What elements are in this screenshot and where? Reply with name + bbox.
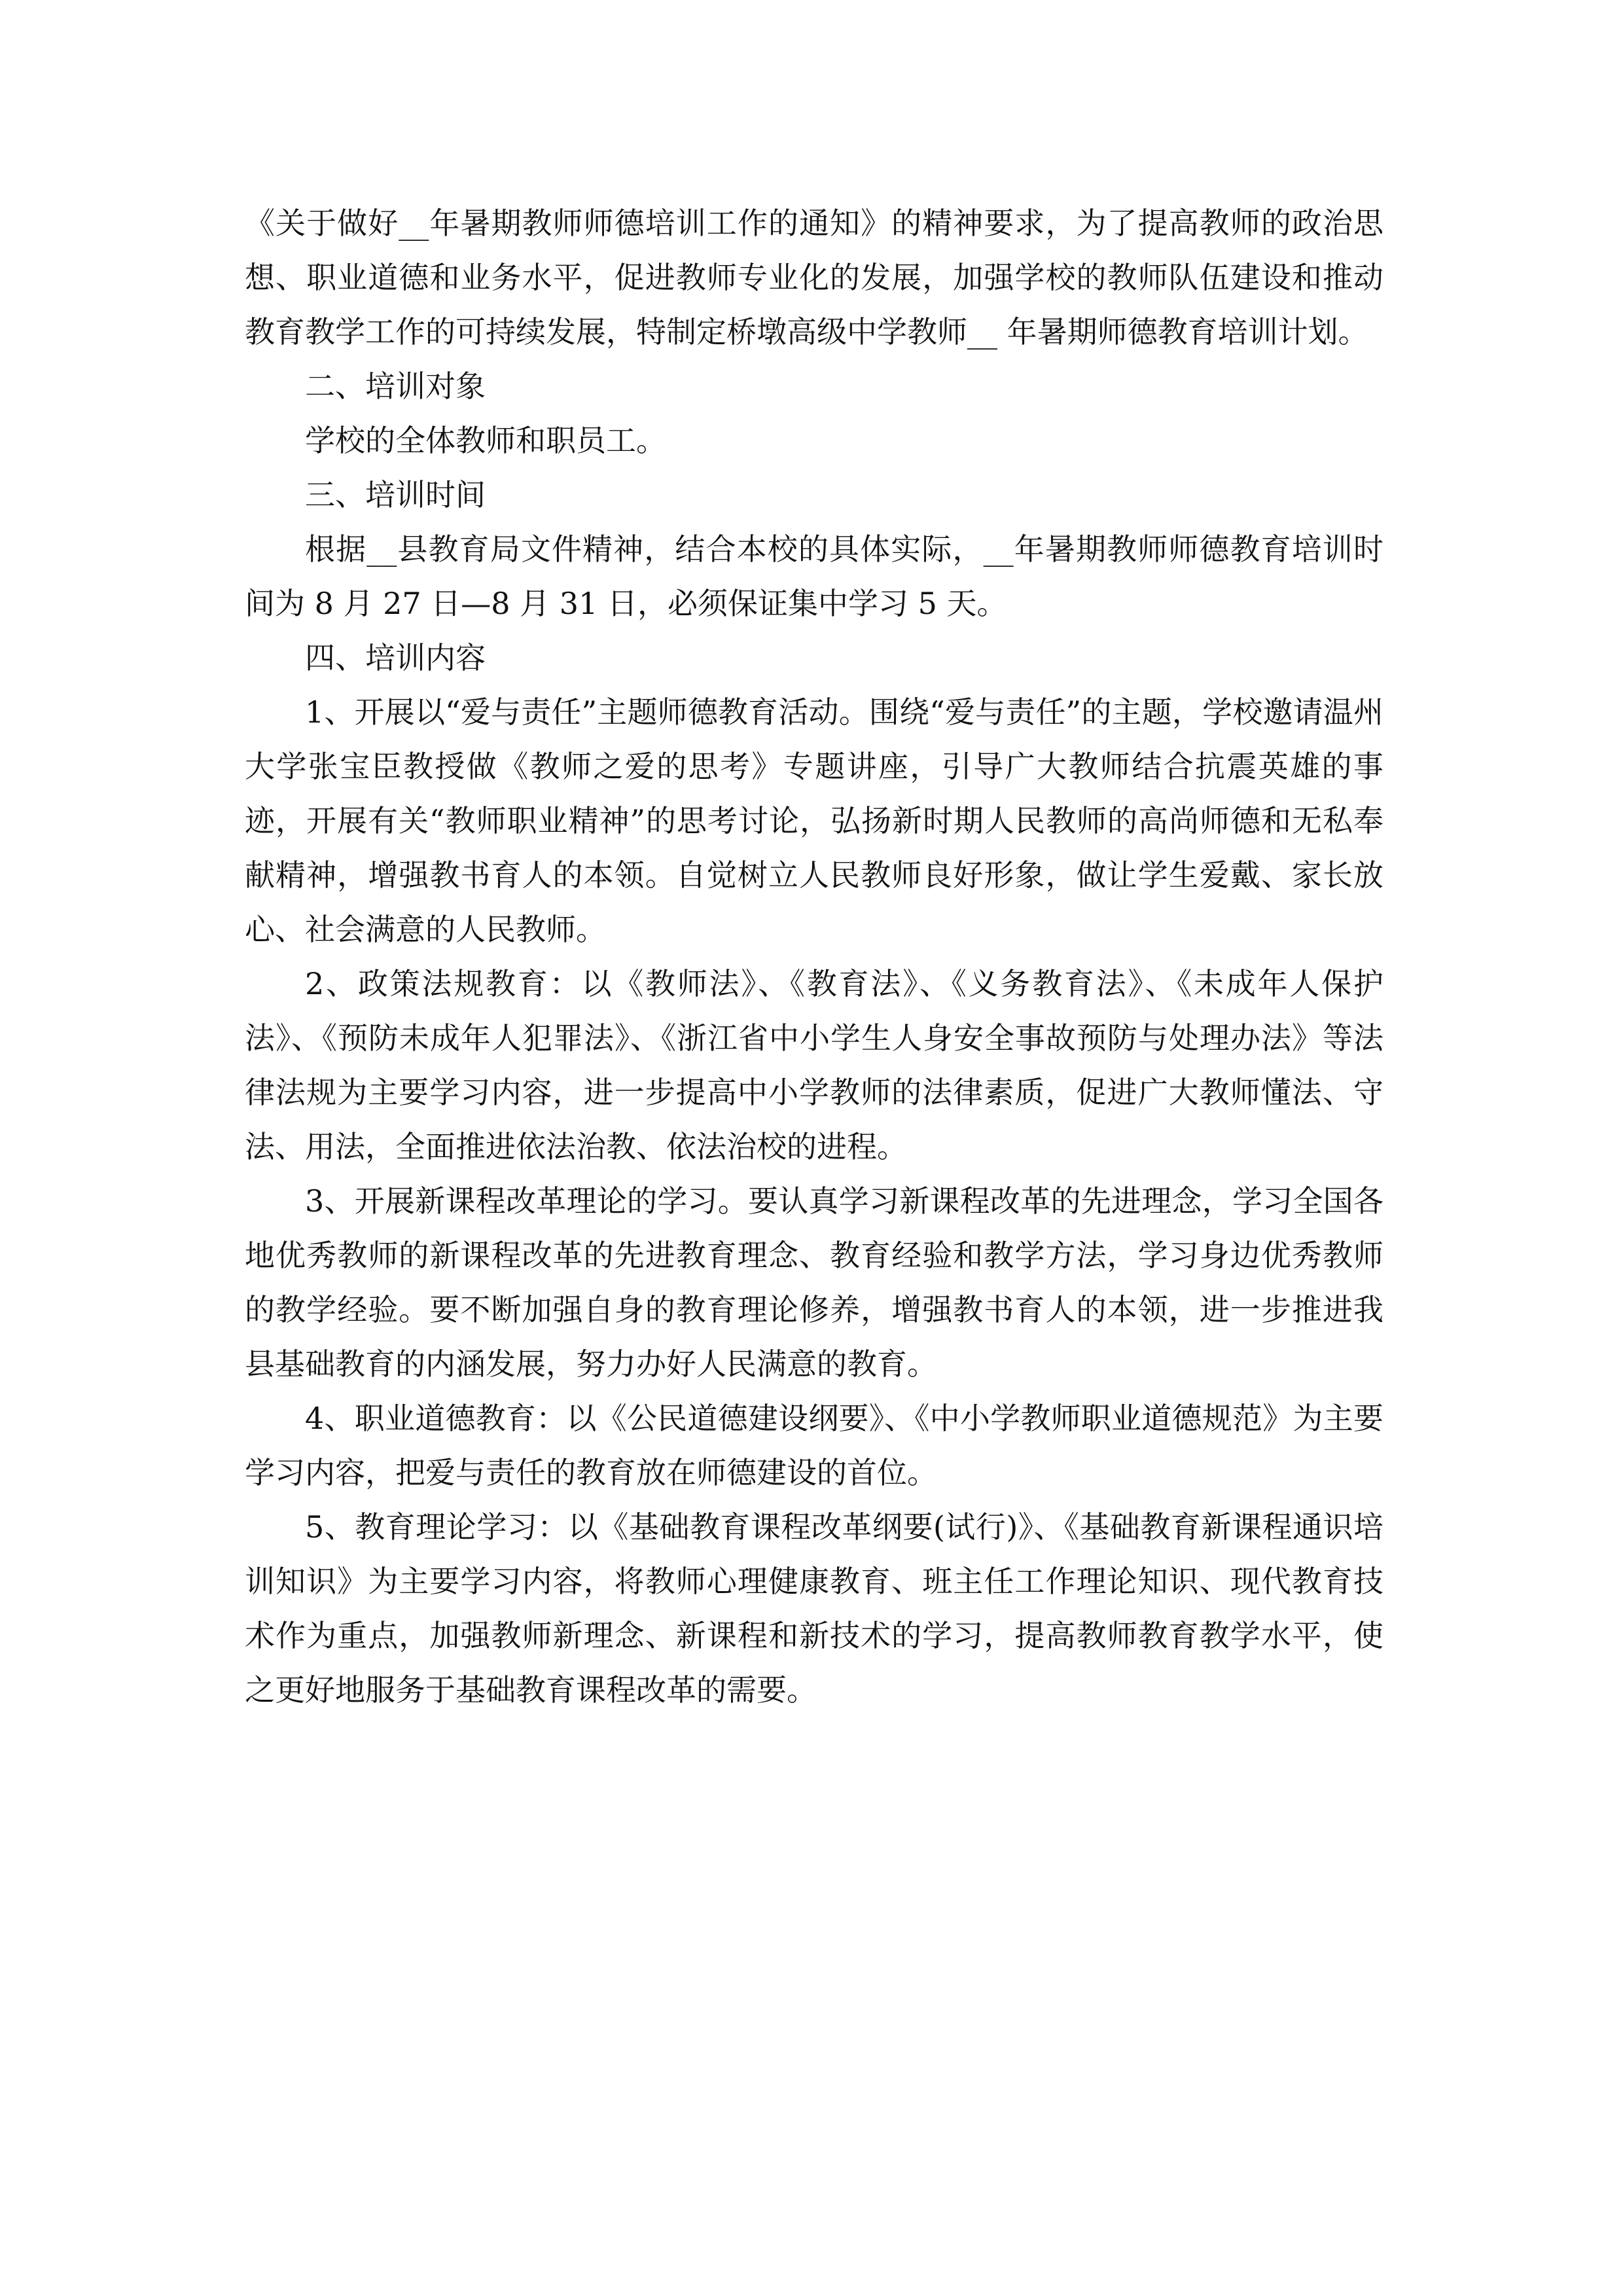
paragraph-content-item-1: 1、开展以“爱与责任”主题师德教育活动。围绕“爱与责任”的主题，学校邀请温州大学张宝臣教授做《教师之爱的思考》专题讲座，引导广大教师结合抗震英雄的事迹，开展有关“教师职业精神”的思考讨论，弘扬新时期人民教师的高尚师德和无私奉献精神，增强教书育人的本领。自觉树立人民教师良好形象，做让学生爱戴、家长放心、社会满意的人民教师。 <box>245 694 1383 947</box>
paragraph-content-item-4: 4、职业道德教育：以《公民道德建设纲要》、《中小学教师职业道德规范》为主要学习内容，把爱与责任的教育放在师德建设的首位。 <box>245 1401 1383 1490</box>
paragraph-training-time: 根据__县教育局文件精神，结合本校的具体实际，__年暑期教师师德教育培训时间为 8 月 27 日—8 月 31 日，必须保证集中学习 5 天。 <box>245 531 1383 621</box>
paragraph-training-target: 学校的全体教师和职员工。 <box>305 423 666 458</box>
paragraph-intro-continued: 《关于做好__年暑期教师师德培训工作的通知》的精神要求，为了提高教师的政治思想、职业道德和业务水平，促进教师专业化的发展，加强学校的教师队伍建设和推动教育教学工作的可持续发展，特制定桥墩高级中学教师__ 年暑期师德教育培训计划。 <box>245 206 1383 350</box>
paragraph-content-item-5: 5、教育理论学习：以《基础教育课程改革纲要(试行)》、《基础教育新课程通识培训知识》为主要学习内容，将教师心理健康教育、班主任工作理论知识、现代教育技术作为重点，加强教师新理念、新课程和新技术的学习，提高教师教育教学水平，使之更好地服务于基础教育课程改革的需要。 <box>245 1509 1383 1708</box>
paragraph-content-item-2: 2、政策法规教育：以《教师法》、《教育法》、《义务教育法》、《未成年人保护法》、《预防未成年人犯罪法》、《浙江省中小学生人身安全事故预防与处理办法》等法律法规为主要学习内容，进一步提高中小学教师的法律素质，促进广大教师懂法、守法、用法，全面推进依法治教、依法治校的进程。 <box>245 966 1383 1164</box>
section-heading-training-target: 二、培训对象 <box>305 368 486 404</box>
document-body <box>245 196 1383 1717</box>
section-heading-training-content: 四、培训内容 <box>305 640 486 675</box>
paragraph-content-item-3: 3、开展新课程改革理论的学习。要认真学习新课程改革的先进理念，学习全国各地优秀教师的新课程改革的先进教育理念、教育经验和教学方法，学习身边优秀教师的教学经验。要不断加强自身的教育理论修养，增强教书育人的本领，进一步推进我县基础教育的内涵发展，努力办好人民满意的教育。 <box>245 1183 1383 1382</box>
section-heading-training-time: 三、培训时间 <box>305 477 486 512</box>
